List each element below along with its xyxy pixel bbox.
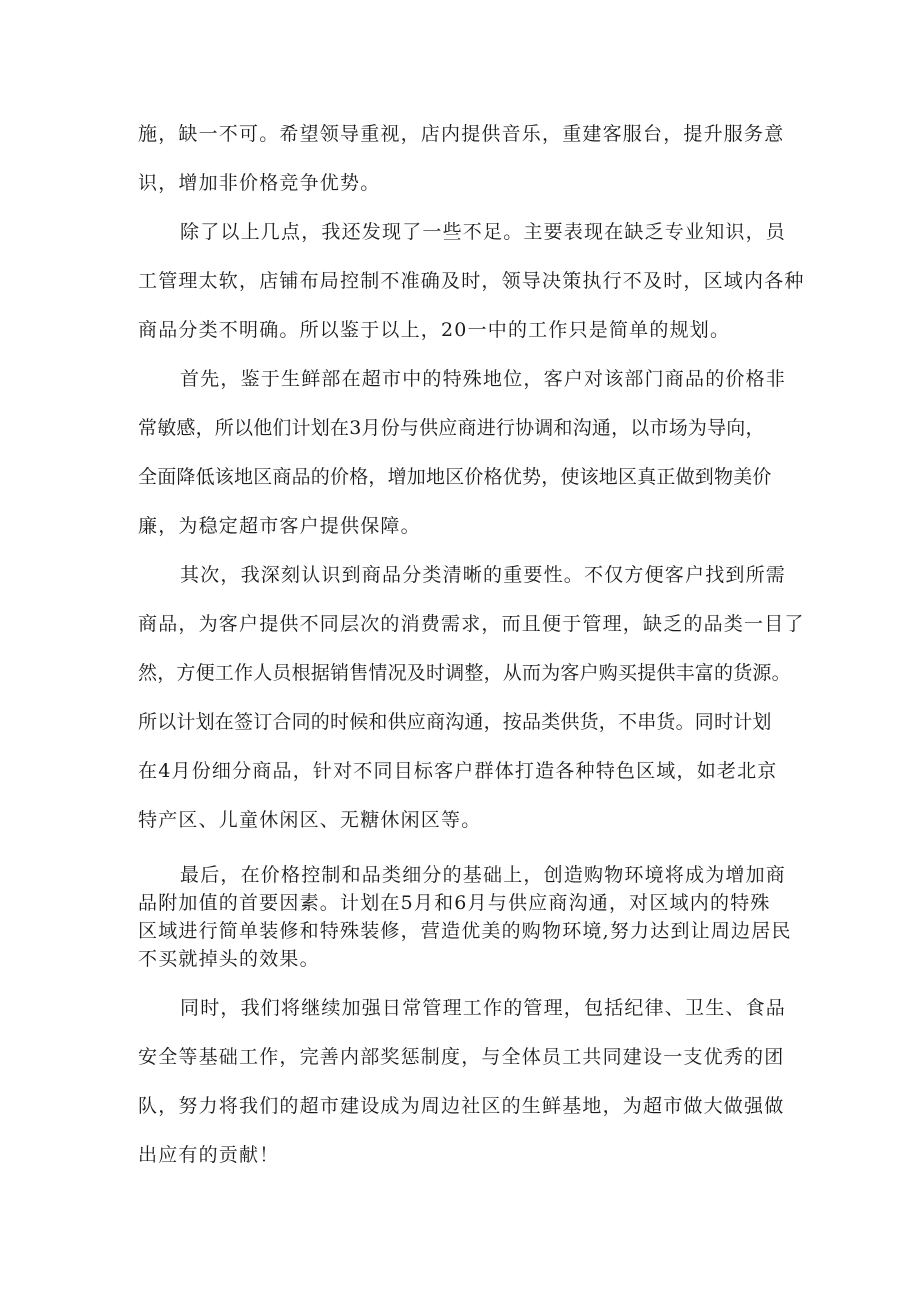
paragraph-line: 廉，为稳定超市客户提供保障。 [138, 515, 421, 537]
paragraph-line: 特产区、儿童休闲区、无糖休闲区等。 [138, 809, 482, 831]
paragraph-line: 工管理太软，店铺布局控制不准确及时，领导决策执行不及时，区域内各种 [138, 270, 805, 292]
paragraph-line: 识，增加非价格竞争优势。 [138, 172, 381, 194]
paragraph-line: 全面降低该地区商品的价格，增加地区价格优势，使该地区真正做到物美价 [138, 466, 772, 488]
paragraph-line: 在4月份细分商品，针对不同目标客户群体打造各种特色区域，如老北京 [138, 760, 778, 782]
paragraph-line: 队，努力将我们的超市建设成为周边社区的生鲜基地，为超市做大做强做 [138, 1095, 785, 1117]
paragraph-line: 品附加值的首要因素。计划在5月和6月与供应商沟通，对区域内的特殊 [138, 892, 771, 914]
paragraph-line: 然，方便工作人员根据销售情况及时调整，从而为客户购买提供丰富的货源。 [138, 662, 791, 684]
paragraph-line: 出应有的贡献！ [138, 1144, 280, 1166]
paragraph-line: 同时，我们将继续加强日常管理工作的管理，包括纪律、卫生、食品 [180, 997, 787, 1019]
paragraph-line: 所以计划在签订合同的时候和供应商沟通，按品类供货，不串货。同时计划 [138, 711, 772, 733]
paragraph-line: 最后，在价格控制和品类细分的基础上，创造购物环境将成为增加商 [180, 864, 787, 886]
paragraph-line: 常敏感，所以他们计划在3月份与供应商进行协调和沟通，以市场为导向， [138, 417, 765, 439]
paragraph-line: 不买就掉头的效果。 [138, 948, 320, 970]
paragraph-line: 安全等基础工作，完善内部奖惩制度，与全体员工共同建设一支优秀的团 [138, 1046, 785, 1068]
paragraph-line: 商品，为客户提供不同层次的消费需求，而且便于管理，缺乏的品类一目了 [138, 613, 805, 635]
paragraph-line: 首先，鉴于生鲜部在超市中的特殊地位，客户对该部门商品的价格非 [180, 368, 787, 390]
paragraph-line: 区域进行简单装修和特殊装修，营造优美的购物环境,努力达到让周边居民 [138, 920, 792, 942]
paragraph-line: 商品分类不明确。所以鉴于以上，20一中的工作只是简单的规划。 [138, 319, 731, 341]
paragraph-line: 其次，我深刻认识到商品分类清晰的重要性。不仅方便客户找到所需 [180, 564, 787, 586]
paragraph-line: 除了以上几点，我还发现了一些不足。主要表现在缺乏专业知识，员 [180, 221, 787, 243]
paragraph-line: 施，缺一不可。希望领导重视，店内提供音乐，重建客服台，提升服务意 [138, 123, 785, 145]
